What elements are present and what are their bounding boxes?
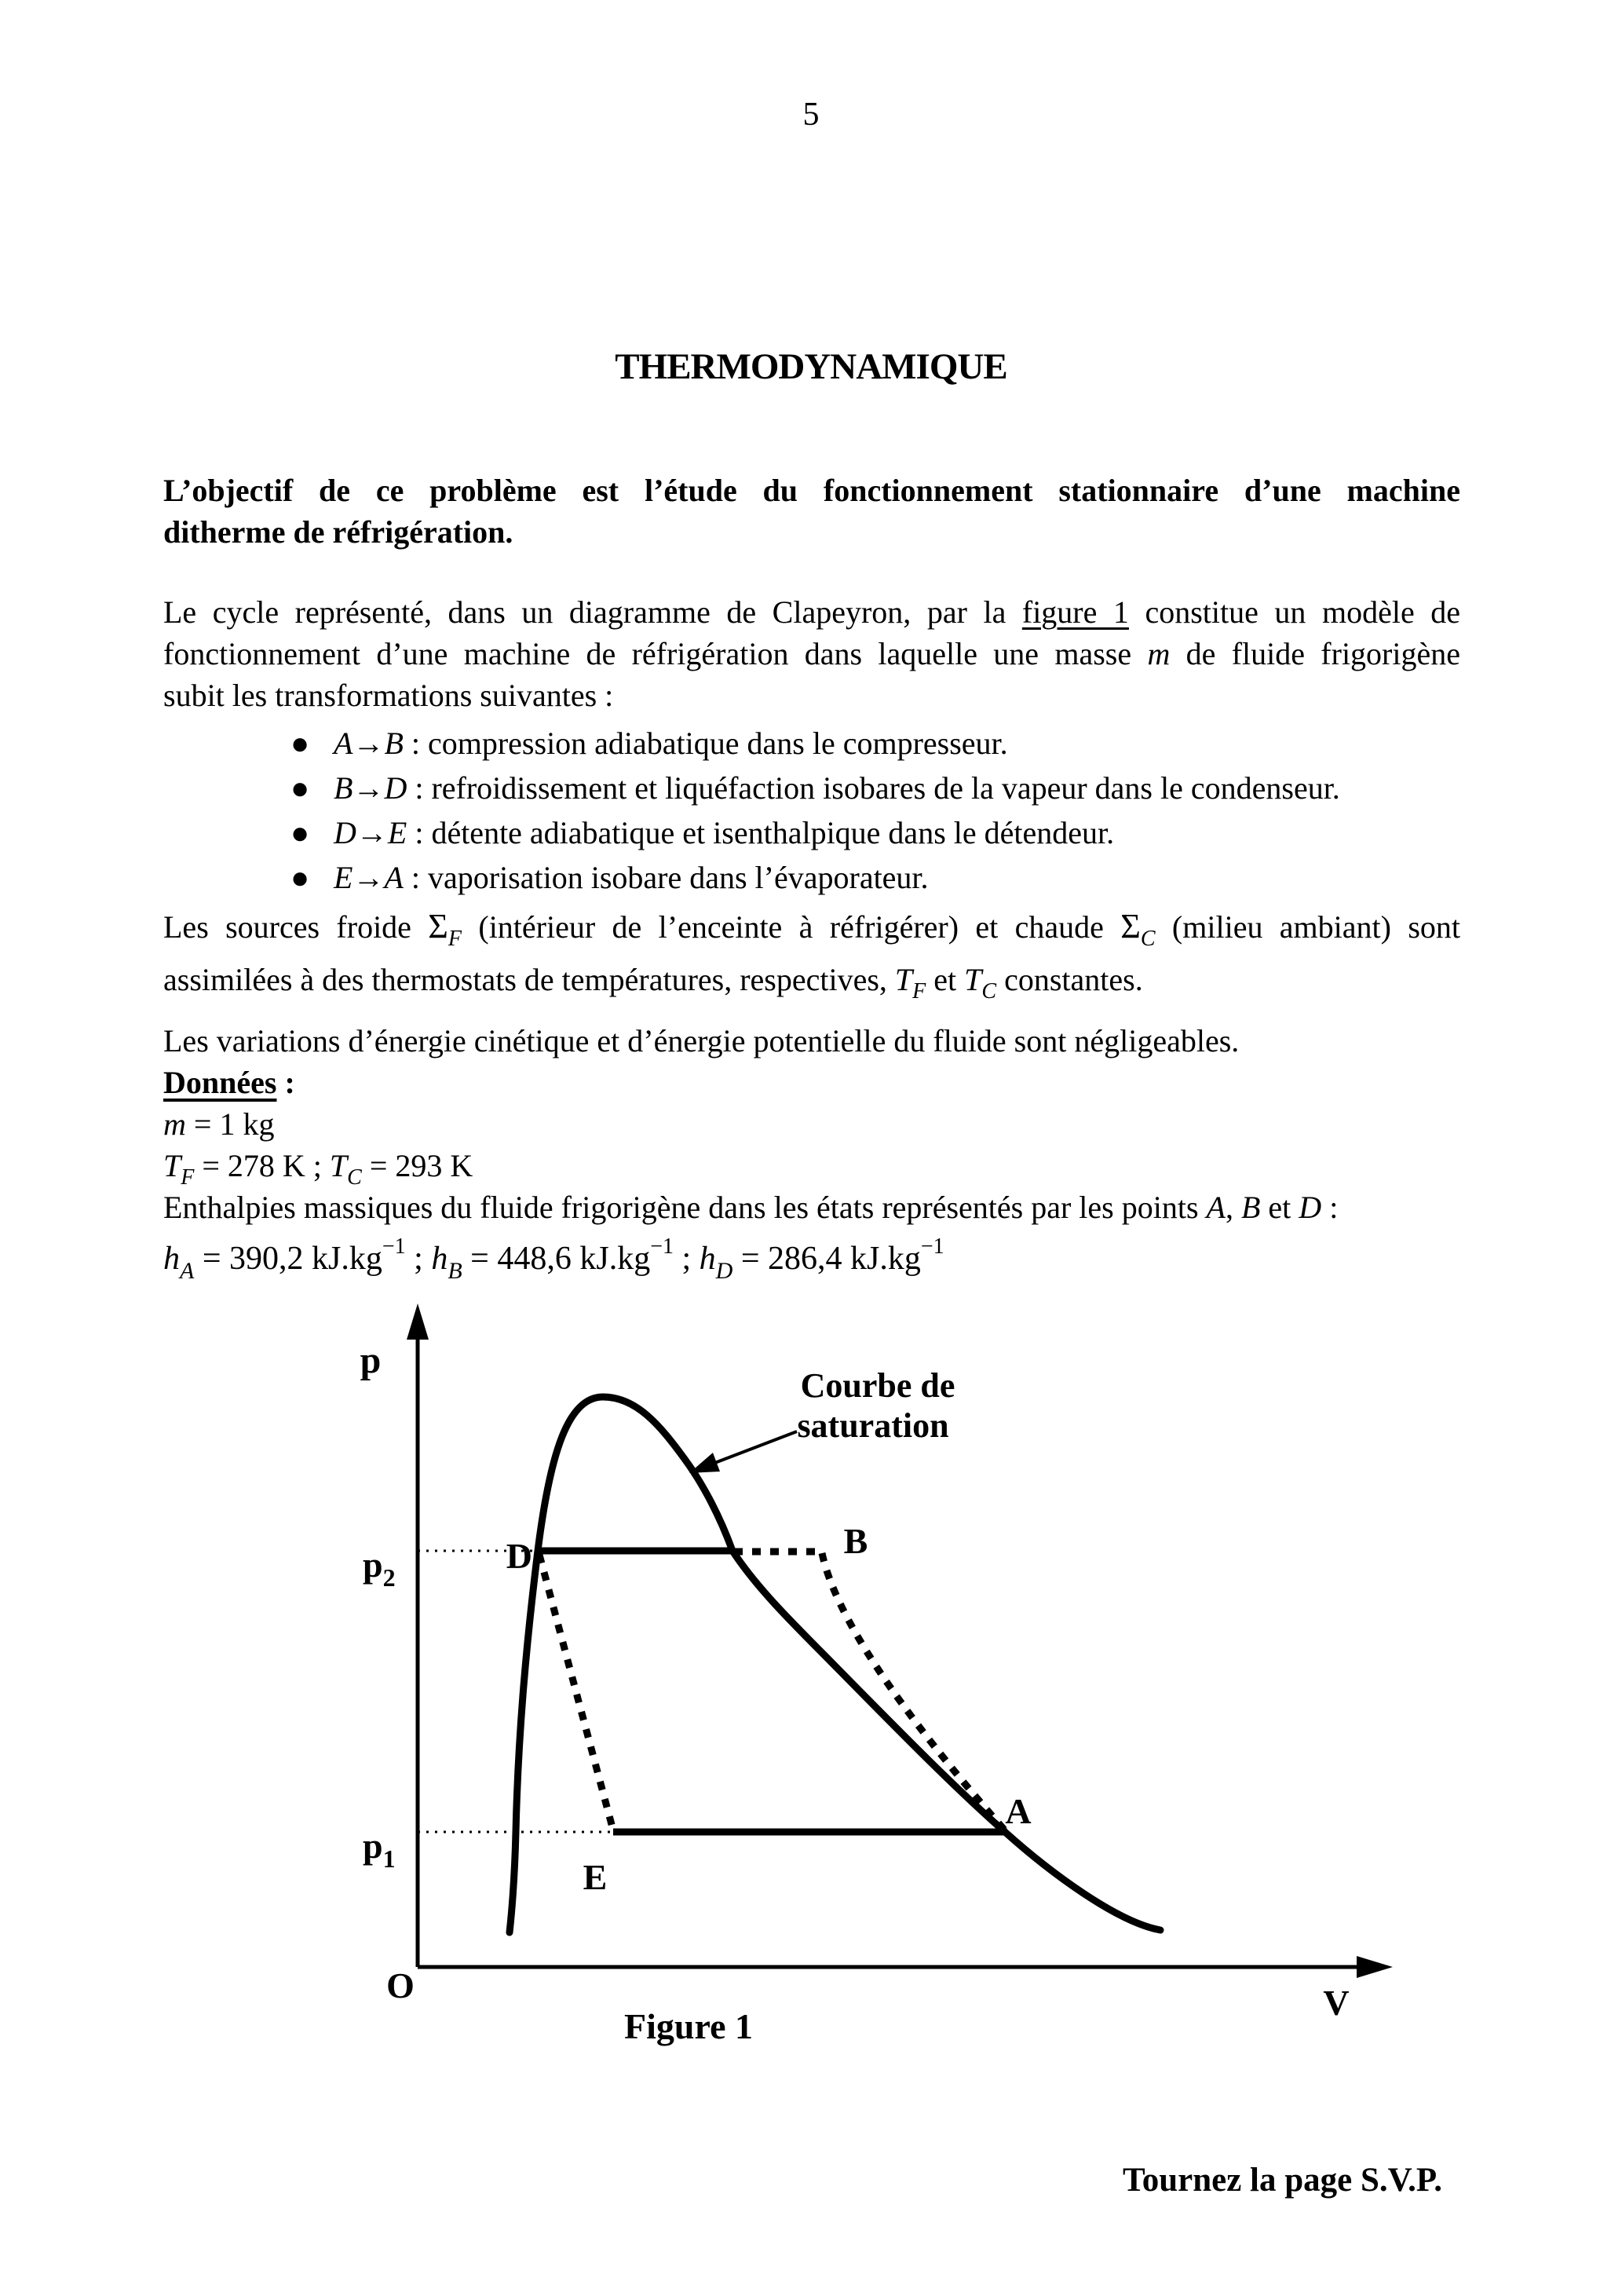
enthalpy-intro-line: Enthalpies massiques du fluide frigorigène dans les états représentés par les points A, B et D : <box>163 1190 1339 1225</box>
y-axis-arrow-icon <box>407 1303 429 1340</box>
point-a-label: A <box>1005 1791 1032 1831</box>
sources-line-1: Les sources froide $\Sigma_F$ (intérieur de l’enceinte à réfrigérer) et chaude $\Sigma_C$ (milieu ambiant) sont <box>163 907 1460 951</box>
cycle-line-3: subit les transformations suivantes : <box>163 678 614 713</box>
list-item: ● D→E : détente adiabatique et isenthalpique dans le détendeur. <box>163 810 1460 855</box>
temperature-line: $T_F = 278$ K ; $T_C = 293$ K <box>163 1148 473 1190</box>
segment-b-to-a-dotted <box>822 1553 1005 1830</box>
annotation-arrow-line <box>707 1431 797 1466</box>
donnees-heading: Données : <box>163 1065 295 1100</box>
p1-label: $p_1$ <box>363 1826 396 1873</box>
p-axis-label: p <box>360 1340 382 1381</box>
doc-title: THERMODYNAMIQUE <box>615 346 1007 387</box>
v-axis-label: V <box>1323 1983 1350 2023</box>
bullet-icon: ● <box>290 815 310 850</box>
body-text <box>163 470 1460 1283</box>
enthalpy-equation: $h_A = 390,2$ $kJ.kg^{-1}$ ; $h_B = 448,6$ $kJ.kg^{-1}$ ; $h_D = 286,4$ $kJ.kg^{-1}$ <box>163 1234 944 1284</box>
saturation-annotation-line-1: Courbe de <box>800 1366 955 1405</box>
figure-1-reference: figure 1 <box>1021 594 1129 630</box>
point-b-label: B <box>843 1521 868 1561</box>
intro-line-1: L’objectif de ce problème est l’étude du fonctionnement stationnaire d’une machine <box>163 473 1460 508</box>
annotation-arrowhead-icon <box>689 1453 720 1473</box>
intro-paragraph <box>163 470 1460 553</box>
figure-caption: Figure 1 <box>624 2006 753 2046</box>
cycle-line-1: Le cycle représenté, dans un diagramme de Clapeyron, par la figure 1 constitue un modèle de <box>163 594 1461 630</box>
clapeyron-diagram <box>338 1280 1421 2089</box>
x-axis-arrow-icon <box>1357 1956 1393 1978</box>
origin-label: O <box>386 1965 415 2005</box>
bullet-icon: ● <box>290 860 310 895</box>
page-number: 5 <box>802 97 820 133</box>
cycle-line-2: fonctionnement d’une machine de réfrigération dans laquelle une masse m de fluide frigorigène <box>163 636 1461 671</box>
sources-line-2: assimilées à des thermostats de températures, respectives, $T_F$ et $T_C$ constantes. <box>163 962 1143 1004</box>
point-d-label: D <box>506 1536 532 1576</box>
cycle-paragraph <box>163 591 1460 716</box>
intro-line-2: ditherme de réfrigération. <box>163 514 513 550</box>
list-item: ● E→A : vaporisation isobare dans l’évaporateur. <box>163 855 1460 900</box>
saturation-curve <box>510 1397 1160 1932</box>
point-e-label: E <box>583 1857 608 1897</box>
segment-d-to-e-dotted <box>539 1555 613 1830</box>
list-item: ● A→B : compression adiabatique dans le compresseur. <box>163 721 1460 766</box>
p2-label: $p_2$ <box>363 1545 396 1592</box>
footer-turn-page: Tournez la page S.V.P. <box>1122 2162 1442 2199</box>
transformations-list <box>163 721 1460 900</box>
saturation-annotation-line-2: saturation <box>797 1406 949 1445</box>
bullet-icon: ● <box>290 770 310 806</box>
bullet-icon: ● <box>290 726 310 761</box>
negligible-line: Les variations d’énergie cinétique et d’énergie potentielle du fluide sont négligeables. <box>163 1023 1240 1058</box>
sources-paragraph <box>163 900 1460 1006</box>
mass-line: m = 1 kg <box>163 1106 275 1142</box>
list-item: ● B→D : refroidissement et liquéfaction isobares de la vapeur dans le condenseur. <box>163 766 1460 810</box>
